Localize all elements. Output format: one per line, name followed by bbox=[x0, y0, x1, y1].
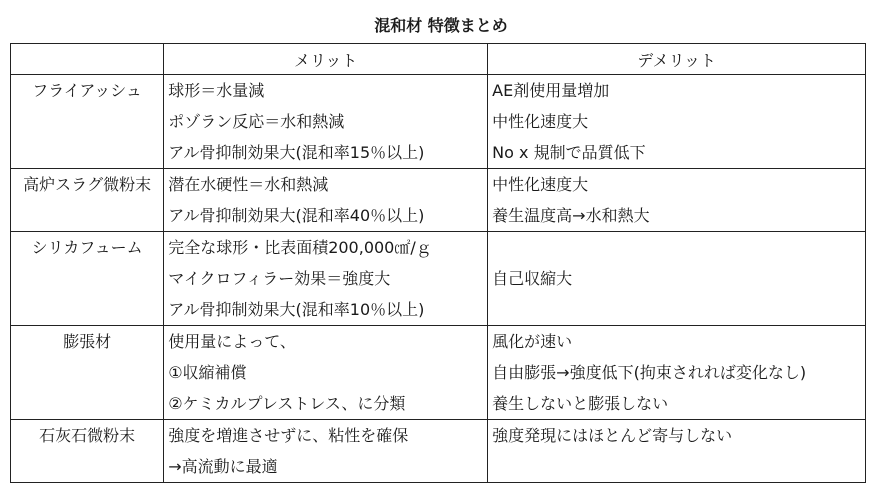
merit-line: 完全な球形・比表面積200,000㎠/ｇ bbox=[168, 238, 432, 257]
demerit-cell bbox=[488, 326, 866, 420]
features-table bbox=[10, 43, 866, 483]
merit-cell bbox=[164, 75, 488, 169]
demerit-line: No x 規制で品質低下 bbox=[492, 143, 646, 162]
merit-line: ポゾラン反応＝水和熱減 bbox=[168, 112, 345, 131]
merit-line: アル骨抑制効果大(混和率40％以上) bbox=[168, 206, 425, 225]
table-row bbox=[11, 326, 866, 420]
material-label-cell: 石灰石微粉末 bbox=[11, 420, 164, 483]
merit-line: アル骨抑制効果大(混和率15％以上) bbox=[168, 143, 425, 162]
demerit-line: 強度発現にはほとんど寄与しない bbox=[492, 426, 733, 445]
demerit-line: 養生しないと膨張しない bbox=[492, 394, 669, 413]
demerit-cell bbox=[488, 420, 866, 483]
demerit-line bbox=[492, 294, 861, 325]
material-label-cell: シリカフューム bbox=[11, 232, 164, 326]
merit-line: アル骨抑制効果大(混和率10％以上) bbox=[168, 300, 425, 319]
merit-line: →高流動に最適 bbox=[168, 457, 278, 476]
demerit-line: 中性化速度大 bbox=[492, 112, 589, 131]
merit-cell bbox=[164, 326, 488, 420]
merit-cell bbox=[164, 169, 488, 232]
material-label-cell: フライアッシュ bbox=[11, 75, 164, 169]
demerit-line bbox=[492, 232, 861, 263]
demerit-cell bbox=[488, 232, 866, 326]
material-label-cell: 高炉スラグ微粉末 bbox=[11, 169, 164, 232]
table-row bbox=[11, 420, 866, 483]
header-corner-cell bbox=[11, 44, 164, 75]
merit-cell bbox=[164, 420, 488, 483]
merit-line: 強度を増進させずに、粘性を確保 bbox=[168, 426, 409, 445]
header-demerit-cell: デメリット bbox=[488, 44, 866, 75]
table-row bbox=[11, 75, 866, 169]
table-row bbox=[11, 232, 866, 326]
document-title: 混和材 特徴まとめ bbox=[374, 16, 508, 35]
header-merit-cell: メリット bbox=[164, 44, 488, 75]
merit-cell bbox=[164, 232, 488, 326]
demerit-line: 自由膨張→強度低下(拘束されれば変化なし) bbox=[492, 363, 807, 382]
demerit-line bbox=[492, 451, 861, 482]
material-label-cell: 膨張材 bbox=[11, 326, 164, 420]
table-row bbox=[11, 169, 866, 232]
merit-line: 球形＝水量減 bbox=[168, 81, 265, 100]
merit-line: 潜在水硬性＝水和熱減 bbox=[168, 175, 329, 194]
demerit-cell bbox=[488, 169, 866, 232]
merit-line: マイクロフィラー効果＝強度大 bbox=[168, 269, 391, 288]
demerit-line: 自己収縮大 bbox=[492, 269, 573, 288]
demerit-line: 風化が速い bbox=[492, 332, 573, 351]
merit-line: 使用量によって、 bbox=[168, 332, 296, 351]
demerit-cell bbox=[488, 75, 866, 169]
header-row bbox=[11, 44, 866, 75]
merit-line: ②ケミカルプレストレス、に分類 bbox=[168, 394, 406, 413]
demerit-line: 養生温度高→水和熱大 bbox=[492, 206, 650, 225]
demerit-line: AE剤使用量増加 bbox=[492, 81, 610, 100]
merit-line: ①収縮補償 bbox=[168, 363, 247, 382]
demerit-line: 中性化速度大 bbox=[492, 175, 589, 194]
